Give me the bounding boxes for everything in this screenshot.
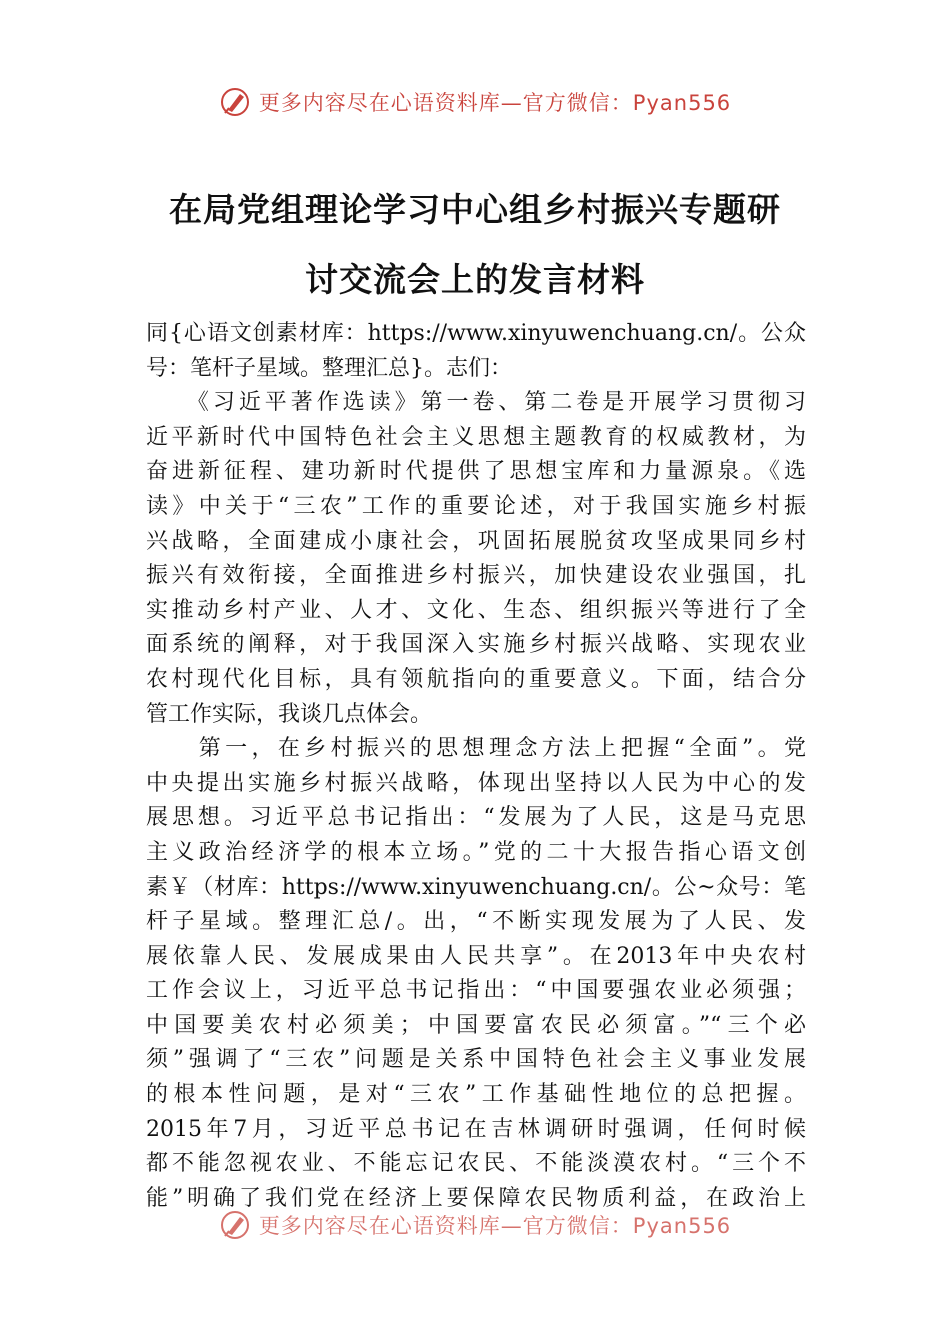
body-line: 面系统的阐释，对于我国深入实施乡村振兴战略、实现农业: [146, 632, 806, 658]
body-line: 中央提出实施乡村振兴战略，体现出坚持以人民为中心的发: [146, 770, 806, 796]
body-line: 都不能忽视农业、不能忘记农民、不能淡漠农村。“三个不: [146, 1151, 806, 1177]
document-title-line-2: 讨交流会上的发言材料: [305, 260, 645, 299]
body-line: 号：笔杆子星域。整理汇总}。志们：: [146, 355, 512, 381]
body-line: 中国要美农村必须美；中国要富农民必须富。”“三个必: [146, 1012, 806, 1038]
body-line: 展思想。习近平总书记指出：“发展为了人民，这是马克思: [146, 805, 806, 831]
pen-nib-logo-icon: [219, 1209, 251, 1241]
body-line: 展依靠人民、发展成果由人民共享”。在2013年中央农村: [146, 943, 806, 969]
body-line: 《习近平著作选读》第一卷、第二卷是开展学习贯彻习: [146, 390, 806, 416]
body-line: 能”明确了我们党在经济上要保障农民物质利益，在政治上: [146, 1185, 806, 1211]
document-title-line-1: 在局党组理论学习中心组乡村振兴专题研: [169, 190, 781, 229]
body-line: 实推动乡村产业、人才、文化、生态、组织振兴等进行了全: [146, 597, 806, 623]
watermark-footer: [0, 1203, 950, 1247]
watermark-header: [0, 80, 950, 124]
body-line: 奋进新征程、建功新时代提供了思想宝库和力量源泉。《选: [146, 459, 806, 485]
body-line: 须”强调了“三农”问题是关系中国特色社会主义事业发展: [146, 1047, 806, 1073]
watermark-text: 更多内容尽在心语资料库—官方微信：Pyan556: [258, 1214, 732, 1238]
body-line: 振兴有效衔接，全面推进乡村振兴，加快建设农业强国，扎: [146, 563, 806, 589]
body-line: 同{心语文创素材库：https://www.xinyuwenchuang.cn/。公众: [146, 321, 806, 346]
body-line: 第一，在乡村振兴的思想理念方法上把握“全面”。党: [146, 736, 806, 762]
body-line: 农村现代化目标，具有领航指向的重要意义。下面，结合分: [146, 666, 806, 692]
pen-nib-logo-icon: [219, 86, 251, 118]
body-line: 读》中关于“三农”工作的重要论述，对于我国实施乡村振: [146, 493, 806, 519]
body-line: 2015年7月，习近平总书记在吉林调研时强调，任何时候: [146, 1116, 806, 1142]
document-body: [146, 317, 806, 1216]
body-line: 管工作实际，我谈几点体会。: [146, 701, 433, 727]
body-line: 兴战略，全面建成小康社会，巩固拓展脱贫攻坚成果同乡村: [146, 528, 806, 554]
watermark-text: 更多内容尽在心语资料库—官方微信：Pyan556: [258, 91, 732, 115]
body-line: 工作会议上，习近平总书记指出：“中国要强农业必须强；: [146, 978, 806, 1004]
body-line: 主义政治经济学的根本立场。”党的二十大报告指心语文创: [146, 839, 806, 865]
body-line: 素￥（材库：https://www.xinyuwenchuang.cn/。公~众号：笔: [146, 874, 806, 900]
body-line: 的根本性问题，是对“三农”工作基础性地位的总把握。: [146, 1082, 806, 1108]
body-line: 近平新时代中国特色社会主义思想主题教育的权威教材，为: [146, 424, 806, 450]
body-line: 杆子星域。整理汇总/。出，“不断实现发展为了人民、发: [146, 909, 806, 935]
